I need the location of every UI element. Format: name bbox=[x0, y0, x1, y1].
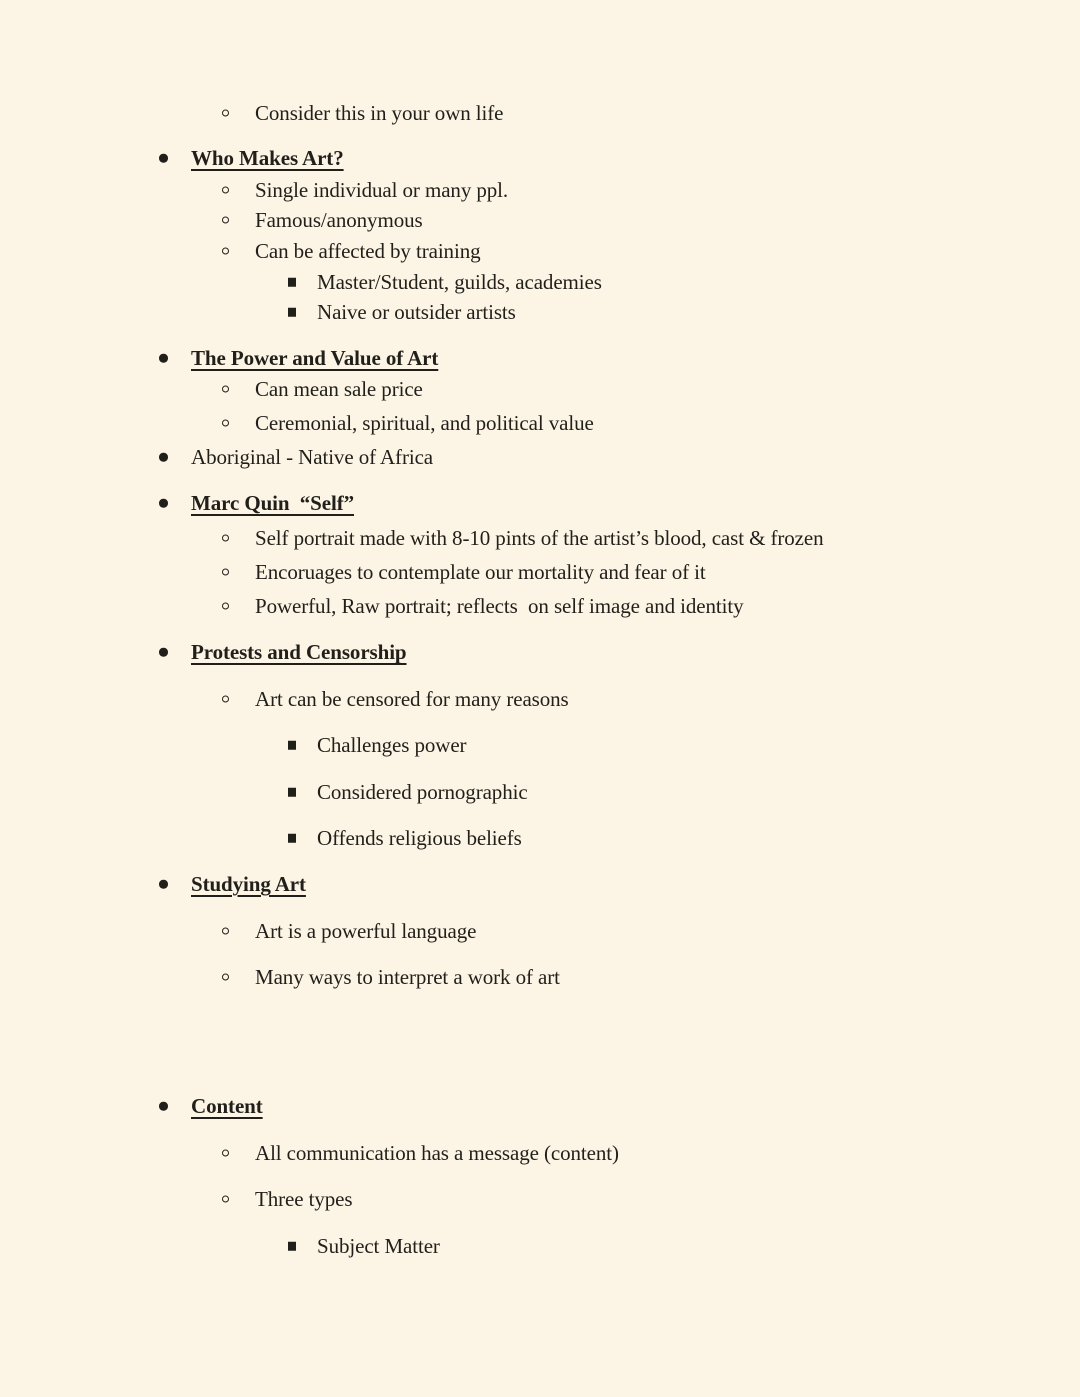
list-item-text: Challenges power bbox=[317, 733, 467, 757]
list-item-text: Famous/anonymous bbox=[255, 208, 423, 232]
list-item bbox=[0, 961, 1080, 993]
bullet-circle-icon bbox=[222, 974, 229, 981]
list-item bbox=[0, 822, 1080, 854]
list-item-text: Considered pornographic bbox=[317, 780, 528, 804]
list-item-text: Three types bbox=[255, 1187, 353, 1211]
bullet-circle-icon bbox=[222, 217, 229, 224]
list-item-text: Art can be censored for many reasons bbox=[255, 687, 569, 711]
list-item bbox=[0, 1230, 1080, 1262]
list-item-text: All communication has a message (content) bbox=[255, 1141, 619, 1165]
list-item-text: Master/Student, guilds, academies bbox=[317, 270, 602, 294]
list-item-text: Consider this in your own life bbox=[255, 101, 504, 125]
bullet-disc-icon bbox=[159, 354, 168, 363]
bullet-disc-icon bbox=[159, 880, 168, 889]
bullet-disc-icon bbox=[159, 648, 168, 657]
list-item bbox=[0, 204, 1080, 236]
bullet-circle-icon bbox=[222, 696, 229, 703]
list-item-heading bbox=[0, 636, 1080, 668]
bullet-circle-icon bbox=[222, 187, 229, 194]
list-item bbox=[0, 235, 1080, 267]
list-item-text: Ceremonial, spiritual, and political value bbox=[255, 411, 594, 435]
list-item bbox=[0, 683, 1080, 715]
list-item-heading bbox=[0, 868, 1080, 900]
bullet-circle-icon bbox=[222, 928, 229, 935]
list-item-text: Who Makes Art? bbox=[191, 146, 344, 170]
bullet-circle-icon bbox=[222, 603, 229, 610]
bullet-circle-icon bbox=[222, 569, 229, 576]
list-item-heading bbox=[0, 342, 1080, 374]
bullet-circle-icon bbox=[222, 386, 229, 393]
list-item-text: Marc Quin “Self” bbox=[191, 491, 354, 515]
list-item bbox=[0, 776, 1080, 808]
list-item bbox=[0, 373, 1080, 405]
list-item-text: Powerful, Raw portrait; reflects on self image and identity bbox=[255, 594, 744, 618]
list-item bbox=[0, 1183, 1080, 1215]
list-item-text: Studying Art bbox=[191, 872, 306, 896]
list-item bbox=[0, 407, 1080, 439]
bullet-disc-icon bbox=[159, 1102, 168, 1111]
list-item-text: Self portrait made with 8-10 pints of the artist’s blood, cast & frozen bbox=[255, 526, 824, 550]
list-item bbox=[0, 1137, 1080, 1169]
list-item-text: Single individual or many ppl. bbox=[255, 178, 509, 202]
list-item-text: Aboriginal - Native of Africa bbox=[191, 445, 434, 469]
bullet-square-icon bbox=[288, 1242, 296, 1251]
list-item bbox=[0, 522, 1080, 554]
list-item bbox=[0, 296, 1080, 328]
bullet-circle-icon bbox=[222, 1196, 229, 1203]
list-item-heading bbox=[0, 1090, 1080, 1122]
list-item bbox=[0, 729, 1080, 761]
list-item-text: Content bbox=[191, 1094, 263, 1118]
bullet-disc-icon bbox=[159, 453, 168, 462]
list-item bbox=[0, 590, 1080, 622]
bullet-square-icon bbox=[288, 308, 296, 317]
list-item bbox=[0, 174, 1080, 206]
bullet-disc-icon bbox=[159, 154, 168, 163]
list-item-text: Many ways to interpret a work of art bbox=[255, 965, 560, 989]
bullet-square-icon bbox=[288, 788, 296, 797]
list-item-text: Naive or outsider artists bbox=[317, 300, 516, 324]
list-item-text: Can mean sale price bbox=[255, 377, 423, 401]
list-item-text: Protests and Censorship bbox=[191, 640, 407, 664]
list-item-text: Can be affected by training bbox=[255, 239, 481, 263]
list-item-text: The Power and Value of Art bbox=[191, 346, 439, 370]
list-item bbox=[0, 441, 1080, 473]
bullet-disc-icon bbox=[159, 499, 168, 508]
bullet-square-icon bbox=[288, 834, 296, 843]
bullet-circle-icon bbox=[222, 110, 229, 117]
list-item bbox=[0, 97, 1080, 129]
list-item-heading bbox=[0, 142, 1080, 174]
list-item-text: Encoruages to contemplate our mortality and fear of it bbox=[255, 560, 706, 584]
bullet-circle-icon bbox=[222, 248, 229, 255]
list-item-text: Offends religious beliefs bbox=[317, 826, 522, 850]
list-item-text: Art is a powerful language bbox=[255, 919, 477, 943]
list-item-heading bbox=[0, 487, 1080, 519]
bullet-circle-icon bbox=[222, 1150, 229, 1157]
list-item-text: Subject Matter bbox=[317, 1234, 440, 1258]
bullet-circle-icon bbox=[222, 535, 229, 542]
bullet-square-icon bbox=[288, 278, 296, 287]
bullet-circle-icon bbox=[222, 420, 229, 427]
bullet-square-icon bbox=[288, 741, 296, 750]
list-item bbox=[0, 266, 1080, 298]
list-item bbox=[0, 556, 1080, 588]
list-item bbox=[0, 915, 1080, 947]
